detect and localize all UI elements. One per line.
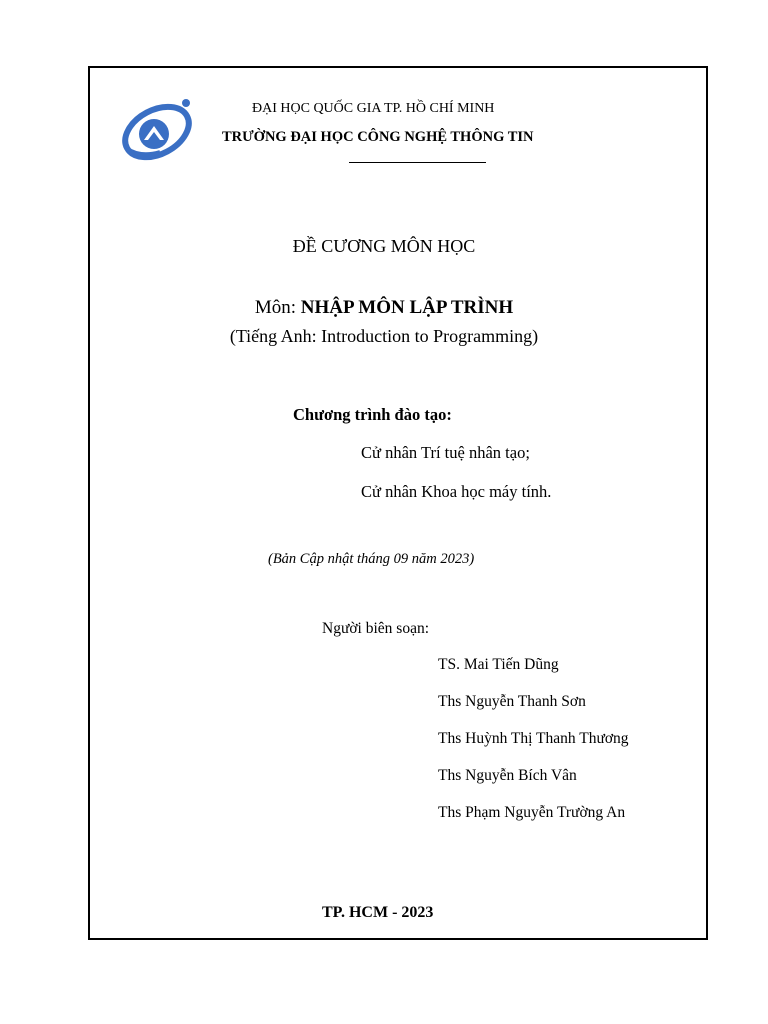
author-item: TS. Mai Tiến Dũng — [438, 656, 559, 673]
authors-label: Người biên soạn: — [322, 620, 430, 637]
author-item: Ths Nguyễn Bích Vân — [438, 767, 577, 784]
program-label: Chương trình đào tạo: — [293, 405, 452, 424]
version-note: (Bản Cập nhật tháng 09 năm 2023) — [268, 551, 475, 567]
university-name: ĐẠI HỌC QUỐC GIA TP. HỒ CHÍ MINH — [252, 101, 495, 116]
author-item: Ths Huỳnh Thị Thanh Thương — [438, 730, 629, 747]
subject-line — [0, 297, 768, 319]
uit-logo-icon — [120, 96, 198, 162]
author-item: Ths Nguyễn Thanh Sơn — [438, 693, 586, 710]
program-item: Cử nhân Trí tuệ nhân tạo; — [361, 443, 530, 462]
program-item: Cử nhân Khoa học máy tính. — [361, 482, 552, 501]
document-title: ĐỀ CƯƠNG MÔN HỌC — [292, 236, 476, 256]
header-divider — [349, 162, 486, 163]
subject-prefix: Môn: — [254, 297, 301, 318]
school-name: TRƯỜNG ĐẠI HỌC CÔNG NGHỆ THÔNG TIN — [222, 129, 534, 145]
english-subject-name: (Tiếng Anh: Introduction to Programming) — [229, 326, 539, 346]
footer-place-year: TP. HCM - 2023 — [322, 904, 434, 921]
author-item: Ths Phạm Nguyễn Trường An — [438, 804, 626, 821]
subject-name: NHẬP MÔN LẬP TRÌNH — [300, 297, 514, 318]
